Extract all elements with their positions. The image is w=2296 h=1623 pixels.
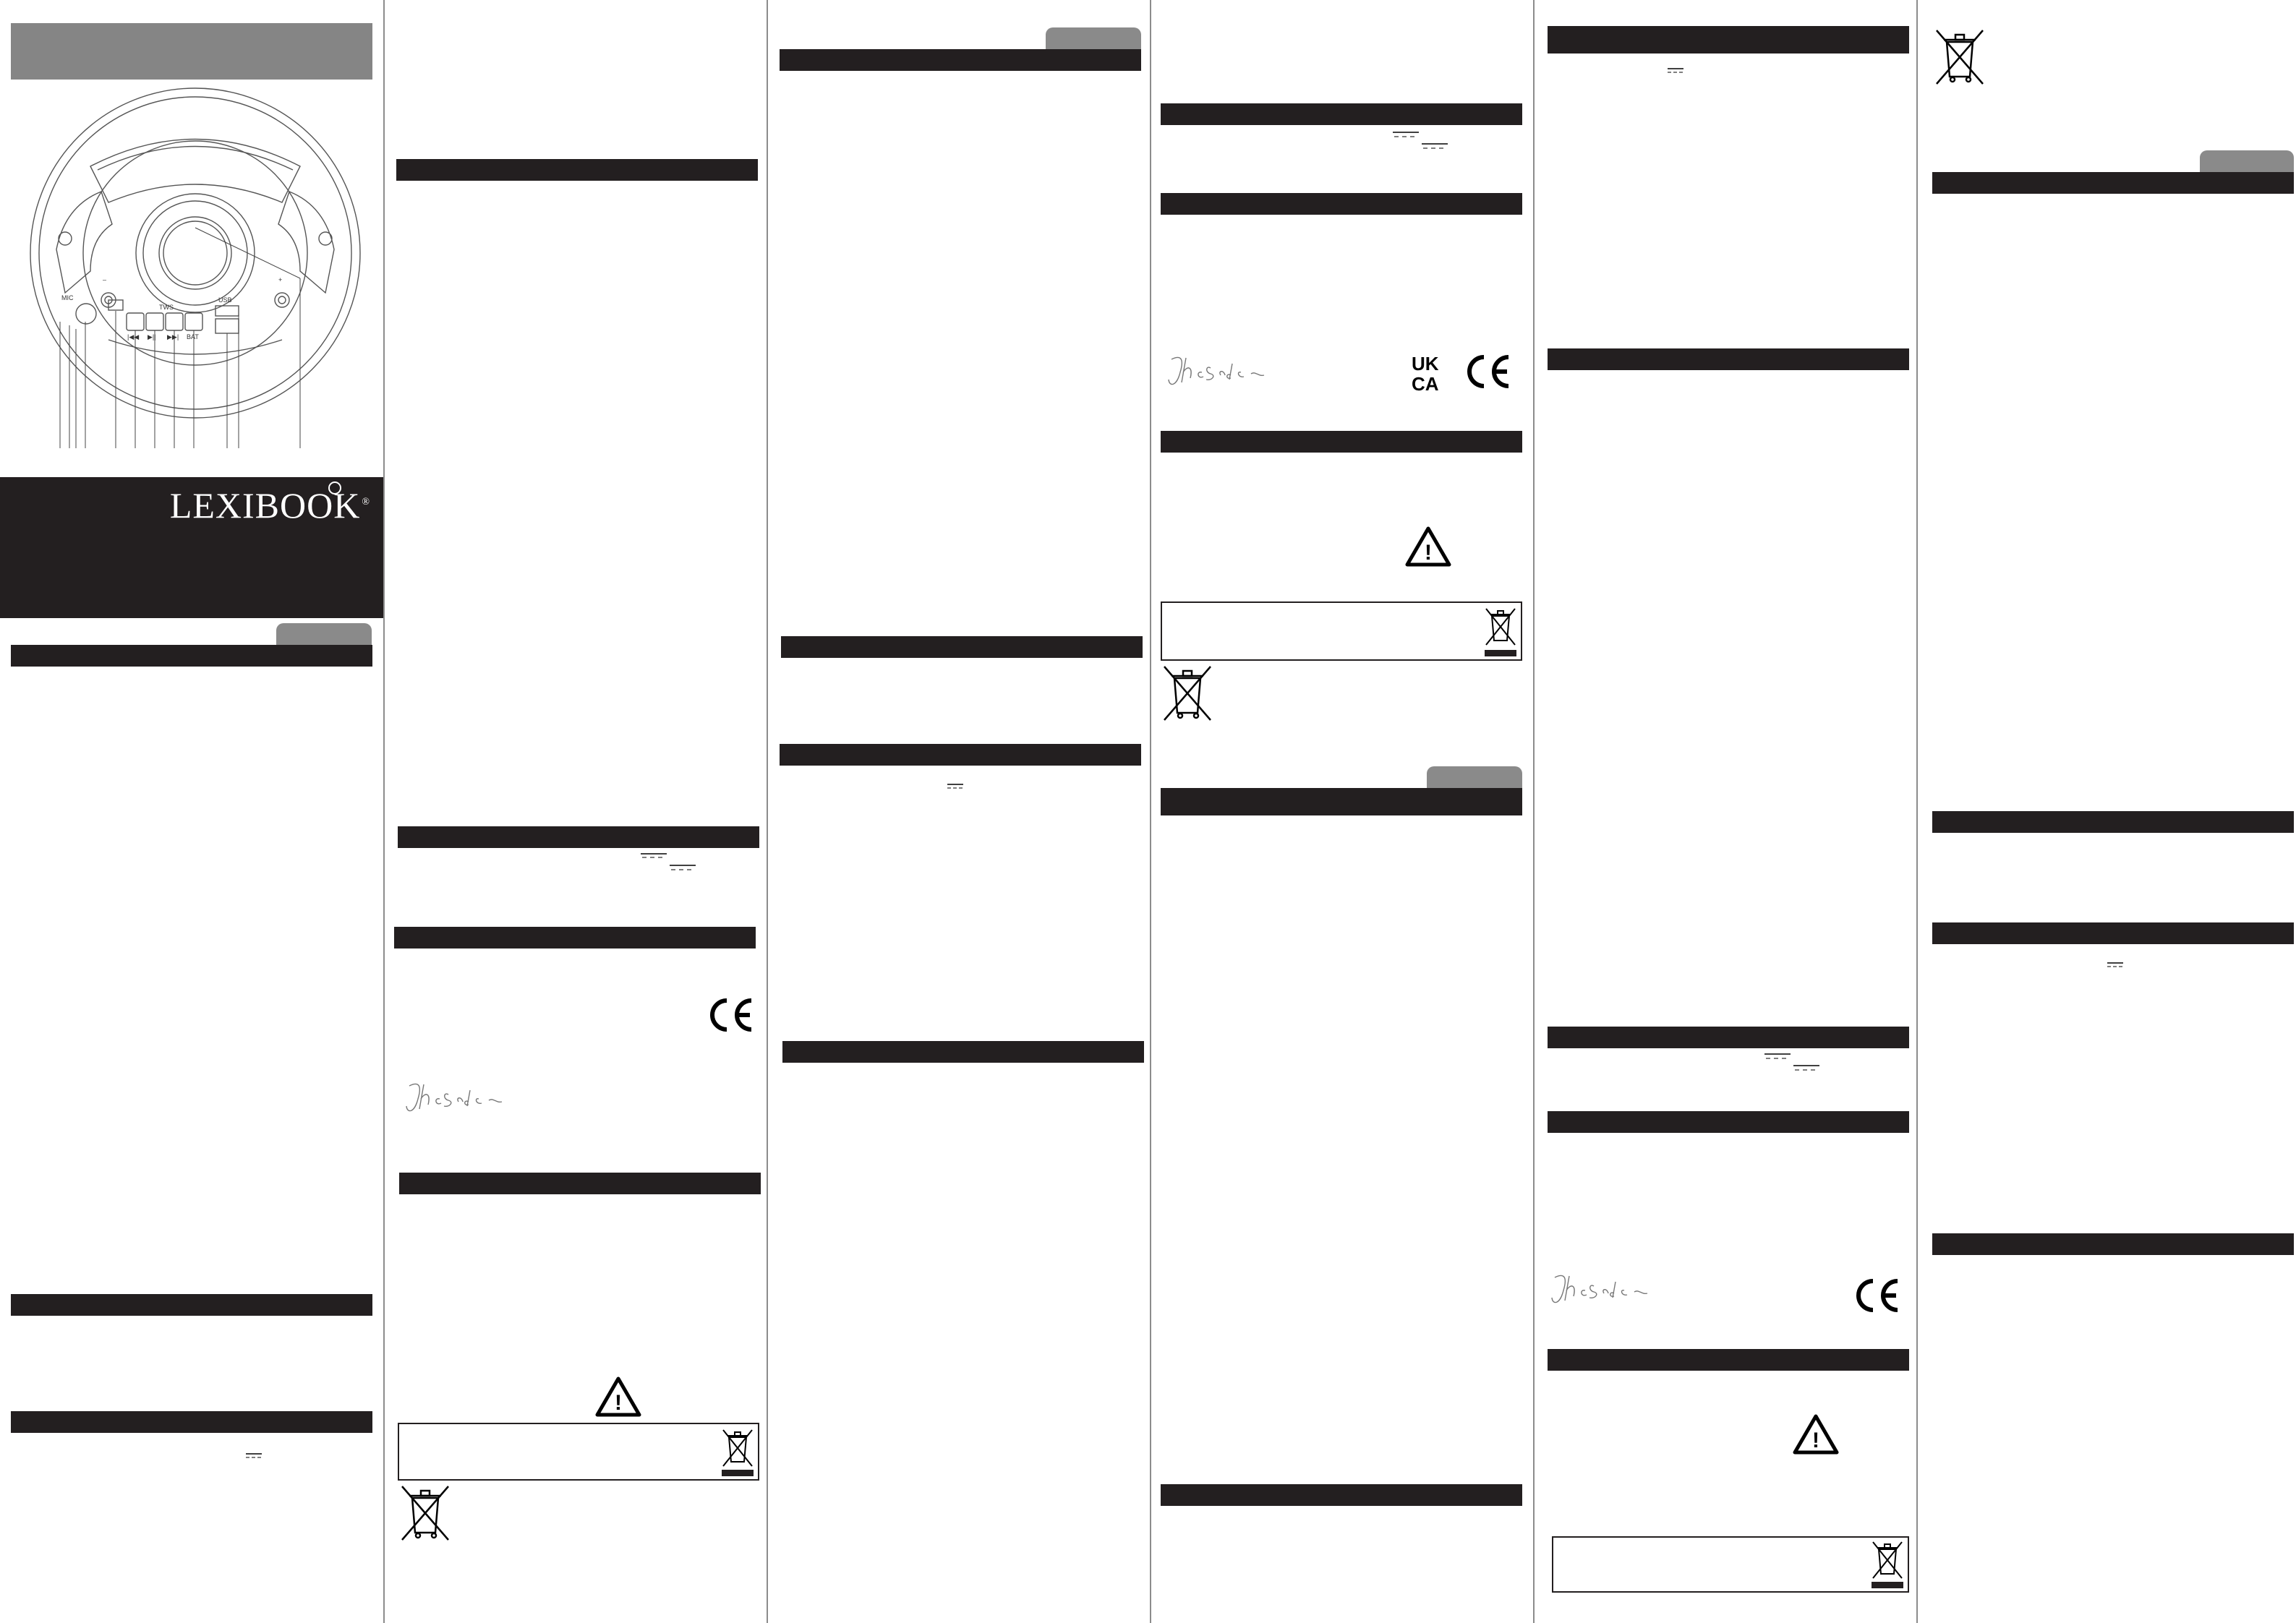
section-header — [1161, 1484, 1522, 1506]
ukca-mark-icon — [1410, 353, 1452, 393]
cover-title-band — [11, 23, 372, 80]
section-header — [1932, 922, 2294, 944]
dc-symbol-icon — [1393, 132, 1419, 139]
section-header — [1932, 811, 2294, 833]
language-tab — [276, 623, 372, 645]
dc-symbol-icon — [1793, 1065, 1819, 1072]
brand-logo: LEXIBOOK ® — [169, 485, 370, 526]
section-header — [1548, 1027, 1909, 1048]
section-header — [1161, 103, 1522, 125]
language-tab — [1427, 766, 1522, 788]
section-header — [780, 49, 1141, 71]
weee-bin-icon — [399, 1483, 451, 1541]
ce-mark-icon — [1462, 353, 1513, 390]
weee-bin-icon — [1872, 1541, 1903, 1580]
tws-label: TWS — [159, 304, 174, 311]
dc-symbol-icon — [1764, 1053, 1791, 1061]
column-3 — [767, 0, 1150, 1623]
section-header — [780, 744, 1141, 766]
warning-triangle-icon — [1792, 1413, 1840, 1455]
language-tab — [2200, 150, 2294, 172]
dc-symbol-icon — [1422, 143, 1448, 150]
section-header — [398, 826, 759, 848]
mic-label: MIC — [61, 294, 74, 301]
dc-symbol-icon — [947, 784, 963, 789]
section-header — [11, 1411, 372, 1433]
column-5 — [1533, 0, 1916, 1623]
section-header — [394, 927, 756, 948]
column-4 — [1150, 0, 1533, 1623]
section-header — [782, 1041, 1144, 1063]
ce-mark-icon — [1851, 1277, 1902, 1314]
weee-bin-icon — [1485, 607, 1516, 646]
svg-text:!: ! — [1812, 1429, 1819, 1452]
svg-text:UK: UK — [1412, 353, 1439, 374]
warning-triangle-icon — [1404, 526, 1452, 568]
next-label: ▶▶| — [167, 333, 179, 341]
prev-label: |◀◀ — [127, 333, 140, 341]
brand-block — [0, 477, 383, 618]
warning-triangle-icon — [594, 1376, 642, 1418]
section-header — [1548, 348, 1909, 370]
weee-bin-icon — [1934, 27, 1986, 85]
section-header — [1548, 1111, 1909, 1133]
column-1 — [0, 0, 383, 1623]
bat-label: BAT — [187, 333, 199, 341]
language-tab — [1046, 27, 1141, 49]
section-header — [1932, 172, 2294, 194]
section-header — [11, 1294, 372, 1316]
weee-notice-box — [1161, 601, 1522, 661]
dc-symbol-icon — [641, 853, 667, 872]
section-header — [396, 159, 758, 181]
ce-mark-icon — [705, 996, 756, 1034]
signature — [1166, 351, 1289, 394]
section-header — [11, 645, 372, 667]
dc-symbol-icon — [1668, 68, 1683, 74]
weee-tag — [722, 1470, 754, 1476]
section-header — [1548, 1349, 1909, 1371]
play-label: ▶|| — [148, 333, 156, 341]
column-6 — [1916, 0, 2296, 1623]
dc-symbol-icon — [2107, 962, 2123, 968]
weee-bin-icon — [1161, 664, 1213, 721]
section-header — [1548, 26, 1909, 53]
section-header — [1932, 1233, 2294, 1255]
section-header — [1161, 193, 1522, 215]
signature — [404, 1077, 526, 1121]
weee-tag — [1872, 1582, 1903, 1588]
svg-text:!: ! — [1425, 541, 1432, 565]
svg-text:!: ! — [615, 1391, 622, 1415]
svg-text:CA: CA — [1412, 373, 1439, 393]
dc-symbol-icon — [670, 865, 696, 872]
weee-bin-icon — [722, 1429, 754, 1468]
weee-tag — [1485, 650, 1516, 656]
weee-notice-box — [398, 1423, 759, 1481]
section-header — [399, 1173, 761, 1194]
minus-label: – — [103, 276, 107, 283]
signature — [1549, 1269, 1672, 1312]
column-2 — [383, 0, 767, 1623]
dc-symbol-icon — [246, 1453, 262, 1459]
section-header — [1161, 431, 1522, 453]
weee-notice-box — [1552, 1536, 1909, 1593]
section-header — [781, 636, 1143, 658]
product-diagram — [22, 83, 369, 459]
usb-label: USB — [218, 296, 232, 304]
plus-label: + — [278, 276, 283, 283]
section-header — [1161, 788, 1522, 815]
